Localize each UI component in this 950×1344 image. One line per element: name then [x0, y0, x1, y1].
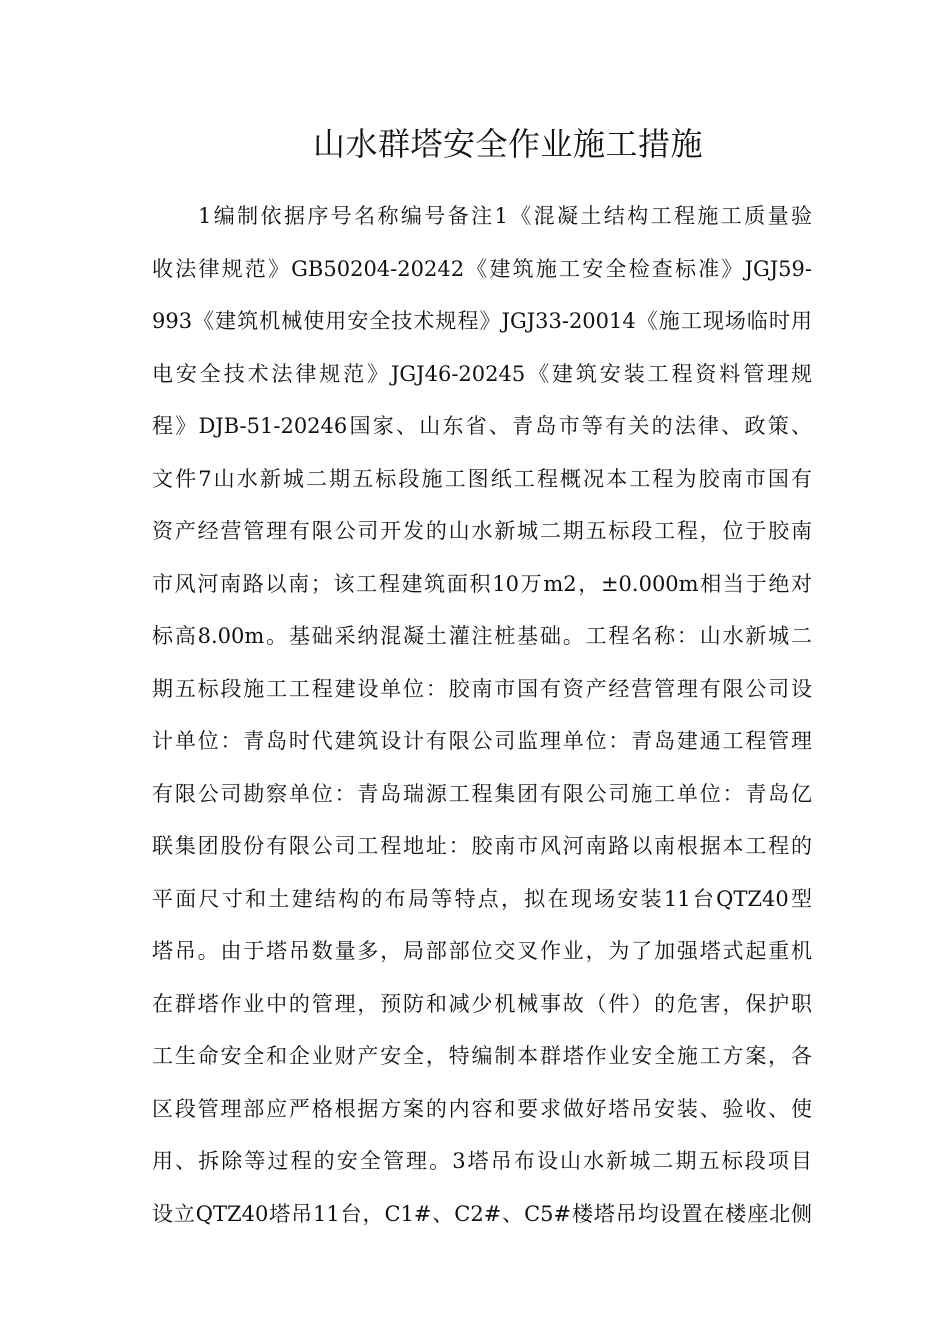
- body-line: 资产经营管理有限公司开发的山水新城二期五标段工程，位于胶南: [152, 519, 812, 543]
- body-line: 设立QTZ40塔吊11台，C1#、C2#、C5#楼塔吊均设置在楼座北侧: [152, 1201, 812, 1226]
- body-line: 平面尺寸和土建结构的布局等特点，拟在现场安装11台QTZ40型: [152, 886, 812, 911]
- body-line: 1编制依据序号名称编号备注1《混凝土结构工程施工质量验: [198, 204, 812, 228]
- body-line: 文件7山水新城二期五标段施工图纸工程概况本工程为胶南市国有: [152, 466, 812, 491]
- body-line: 在群塔作业中的管理，预防和减少机械事故（件）的危害，保护职: [152, 991, 812, 1016]
- body-line: 工生命安全和企业财产安全，特编制本群塔作业安全施工方案，各: [152, 1044, 812, 1068]
- body-line: 993《建筑机械使用安全技术规程》JGJ33-20014《施工现场临时用: [152, 309, 812, 333]
- body-line: 区段管理部应严格根据方案的内容和要求做好塔吊安装、验收、使: [152, 1096, 812, 1121]
- body-line: 标高8.00m。基础采纳混凝土灌注桩基础。工程名称：山水新城二: [152, 624, 812, 648]
- body-line: 塔吊。由于塔吊数量多，局部部位交叉作业，为了加强塔式起重机: [152, 939, 812, 963]
- body-line: 程》DJB-51-20246国家、山东省、青岛市等有关的法律、政策、: [152, 414, 812, 438]
- body-line: 联集团股份有限公司工程地址：胶南市风河南路以南根据本工程的: [152, 834, 812, 858]
- body-line: 市风河南路以南；该工程建筑面积10万m2，±0.000m相当于绝对: [152, 571, 812, 596]
- body-line: 电安全技术法律规范》JGJ46-20245《建筑安装工程资料管理规: [152, 361, 812, 386]
- body-line: 计单位：青岛时代建筑设计有限公司监理单位：青岛建通工程管理: [152, 729, 812, 753]
- body-line: 期五标段施工工程建设单位：胶南市国有资产经营管理有限公司设: [152, 676, 812, 701]
- document-title: 山水群塔安全作业施工措施: [312, 125, 703, 163]
- document-body: [152, 197, 812, 1247]
- body-line: 有限公司勘察单位：青岛瑞源工程集团有限公司施工单位：青岛亿: [152, 781, 812, 806]
- body-line: 用、拆除等过程的安全管理。3塔吊布设山水新城二期五标段项目: [152, 1149, 812, 1173]
- body-line: 收法律规范》GB50204-20242《建筑施工安全检查标准》JGJ59-: [152, 256, 812, 281]
